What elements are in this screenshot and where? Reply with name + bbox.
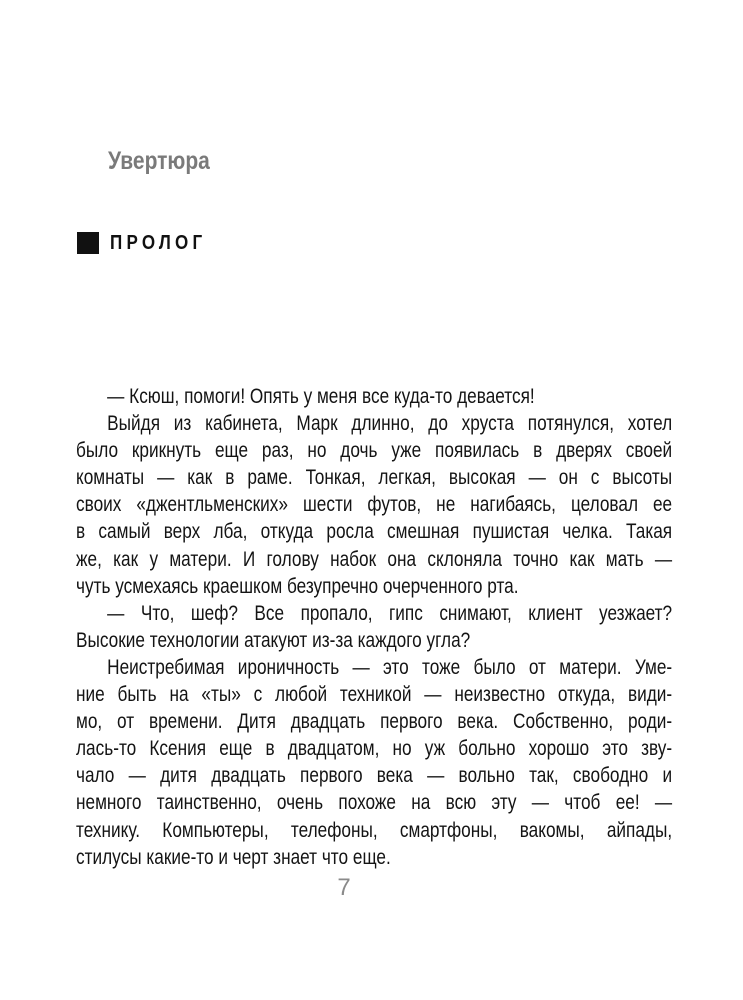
- page-number: 7: [337, 874, 351, 901]
- paragraph: [76, 383, 672, 410]
- text-line: ние быть на «ты» с любой техникой — неизвестно откуда, види-: [76, 683, 673, 707]
- text-line: комнаты — как в раме. Тонкая, легкая, высокая — он с высоты: [76, 466, 673, 490]
- paragraph: [76, 600, 672, 654]
- text-line: лась-то Ксения еще в двадцатом, но уж больно хорошо это зву-: [76, 737, 673, 761]
- black-square-icon: [77, 232, 99, 254]
- text-line: же, как у матери. И голову набок она склоняла точно как мать —: [76, 547, 673, 571]
- text-line: Выйдя из кабинета, Марк длинно, до хруста потянулся, хотел: [107, 412, 673, 436]
- text-line: Неистребимая ироничность — это тоже было от матери. Уме-: [107, 655, 673, 679]
- section-title: Увертюра: [108, 147, 210, 175]
- text-line: мо, от времени. Дитя двадцать первого века. Собственно, роди-: [76, 710, 673, 734]
- text-line: в самый верх лба, откуда росла смешная пушистая челка. Такая: [76, 520, 673, 544]
- text-line: было крикнуть еще раз, но дочь уже появилась в дверях своей: [76, 439, 673, 463]
- text-line: Высокие технологии атакуют из-за каждого угла?: [76, 628, 471, 652]
- text-line: чало — дитя двадцать первого века — вольно так, свободно и: [76, 764, 673, 788]
- text-line: стилусы какие-то и черт знает что еще.: [76, 845, 391, 869]
- chapter-title: ПРОЛОГ: [110, 232, 207, 254]
- paragraph: [76, 654, 672, 871]
- body-text: [76, 383, 672, 871]
- text-line: немного таинственно, очень похоже на всю эту — чтоб ее! —: [76, 791, 673, 815]
- text-line: технику. Компьютеры, телефоны, смартфоны, вакомы, айпады,: [76, 818, 673, 842]
- text-line: чуть усмехаясь краешком безупречно очерченного рта.: [76, 574, 519, 598]
- text-line: — Ксюш, помоги! Опять у меня все куда-то девается!: [107, 385, 535, 408]
- paragraph: [76, 410, 672, 600]
- text-line: — Что, шеф? Все пропало, гипс снимают, клиент уезжает?: [107, 601, 673, 625]
- text-line: своих «джентльменских» шести футов, не нагибаясь, целовал ее: [76, 493, 673, 517]
